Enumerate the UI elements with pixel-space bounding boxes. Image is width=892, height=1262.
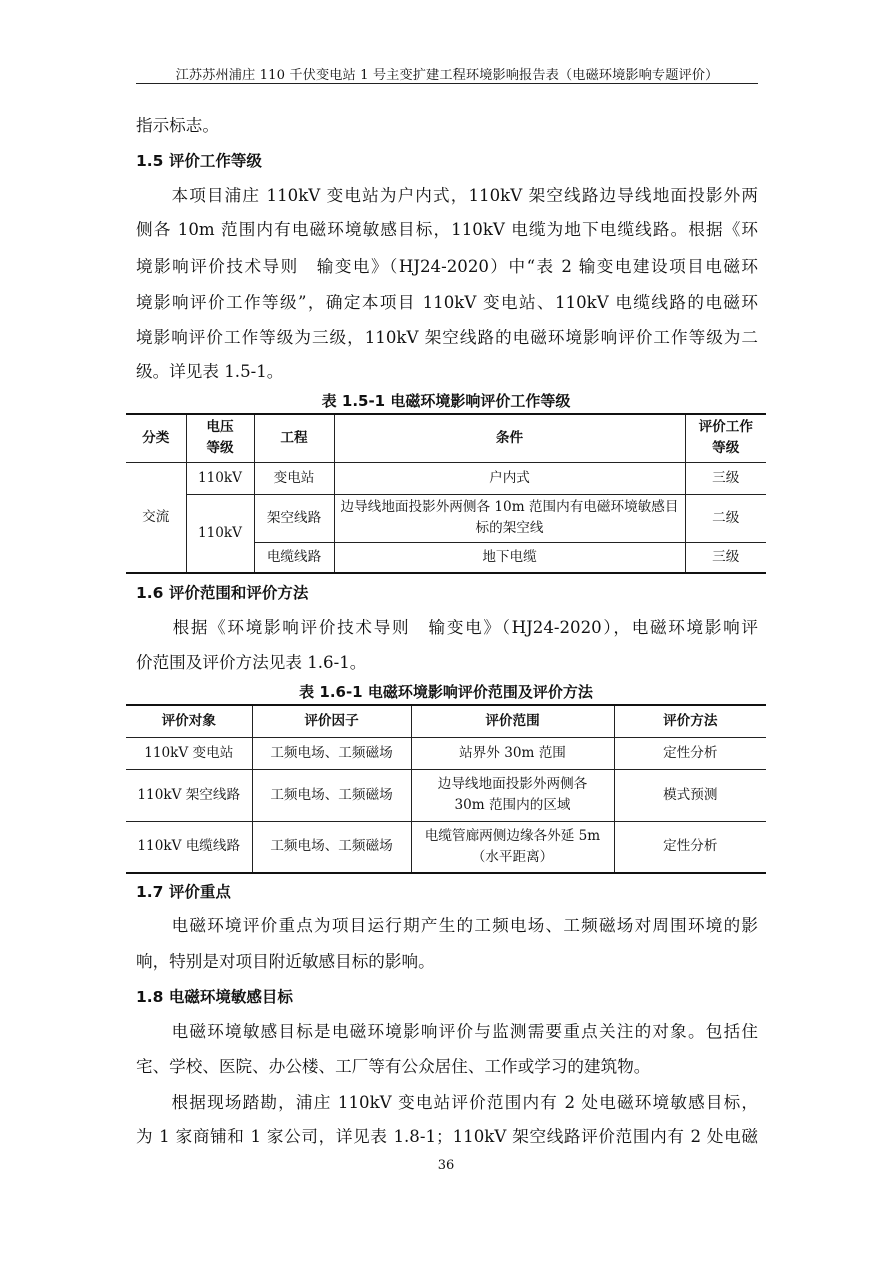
range-cell: 电缆管廊两侧边缘各外延 5m（水平距离） xyxy=(411,821,614,873)
paragraph-line: 境影响评价工作等级”，确定本项目 110kV 变电站、110kV 电缆线路的电磁环 xyxy=(136,293,758,312)
object-cell: 110kV 电缆线路 xyxy=(126,821,252,873)
paragraph-line: 价范围及评价方法见表 1.6-1。 xyxy=(136,653,367,672)
factor-cell: 工频电场、工频磁场 xyxy=(252,769,411,821)
table-1-5-1-caption: 表 1.5-1 电磁环境影响评价工作等级 xyxy=(321,392,571,410)
condition-cell: 户内式 xyxy=(334,462,685,494)
paragraph-line: 为 1 家商铺和 1 家公司，详见表 1.8-1；110kV 架空线路评价范围内有 2 处电磁 xyxy=(136,1127,758,1146)
header-voltage: 电压等级 xyxy=(186,414,254,462)
voltage-cell: 110kV xyxy=(186,462,254,494)
method-cell: 定性分析 xyxy=(614,737,766,769)
paragraph-line: 根据《环境影响评价技术导则 输变电》（HJ24-2020），电磁环境影响评 xyxy=(136,618,758,637)
project-cell: 变电站 xyxy=(254,462,334,494)
grade-cell: 三级 xyxy=(685,542,766,573)
paragraph-line: 电磁环境敏感目标是电磁环境影响评价与监测需要重点关注的对象。包括住 xyxy=(136,1022,758,1041)
header-rule xyxy=(136,83,758,84)
category-cell: 交流 xyxy=(126,462,186,573)
header-project: 工程 xyxy=(254,414,334,462)
grade-cell: 三级 xyxy=(685,462,766,494)
section-1-7-heading: 1.7 评价重点 xyxy=(136,883,231,901)
paragraph-line: 境影响评价技术导则 输变电》（HJ24-2020）中“表 2 输变电建设项目电磁环 xyxy=(136,257,758,276)
section-1-6-heading: 1.6 评价范围和评价方法 xyxy=(136,584,309,602)
table-1-6-1-caption: 表 1.6-1 电磁环境影响评价范围及评价方法 xyxy=(299,683,593,701)
factor-cell: 工频电场、工频磁场 xyxy=(252,821,411,873)
method-cell: 定性分析 xyxy=(614,821,766,873)
table-1-6-1 xyxy=(126,704,766,874)
paragraph-line: 本项目浦庄 110kV 变电站为户内式，110kV 架空线路边导线地面投影外两 xyxy=(136,186,758,205)
paragraph-line: 根据现场踏勘，浦庄 110kV 变电站评价范围内有 2 处电磁环境敏感目标， xyxy=(136,1093,758,1112)
header-factor: 评价因子 xyxy=(252,705,411,737)
object-cell: 110kV 架空线路 xyxy=(126,769,252,821)
grade-cell: 二级 xyxy=(685,494,766,542)
paragraph-line: 宅、学校、医院、办公楼、工厂等有公众居住、工作或学习的建筑物。 xyxy=(136,1057,651,1076)
project-cell: 电缆线路 xyxy=(254,542,334,573)
table-1-5-1 xyxy=(126,413,766,574)
page-number: 36 xyxy=(437,1158,455,1173)
condition-cell: 边导线地面投影外两侧各 10m 范围内有电磁环境敏感目标的架空线 xyxy=(334,494,685,542)
condition-cell: 地下电缆 xyxy=(334,542,685,573)
header-grade: 评价工作等级 xyxy=(685,414,766,462)
factor-cell: 工频电场、工频磁场 xyxy=(252,737,411,769)
voltage-cell: 110kV xyxy=(186,494,254,573)
header-method: 评价方法 xyxy=(614,705,766,737)
header-range: 评价范围 xyxy=(411,705,614,737)
paragraph-line: 境影响评价工作等级为三级，110kV 架空线路的电磁环境影响评价工作等级为二 xyxy=(136,328,758,347)
paragraph-line: 响，特别是对项目附近敏感目标的影响。 xyxy=(136,952,435,971)
header-condition: 条件 xyxy=(334,414,685,462)
paragraph-line: 侧各 10m 范围内有电磁环境敏感目标，110kV 电缆为地下电缆线路。根据《环 xyxy=(136,220,758,239)
paragraph-line: 级。详见表 1.5-1。 xyxy=(136,362,284,381)
page-header: 江苏苏州浦庄 110 千伏变电站 1 号主变扩建工程环境影响报告表（电磁环境影响专题评价） xyxy=(175,68,719,83)
section-1-5-heading: 1.5 评价工作等级 xyxy=(136,152,262,170)
object-cell: 110kV 变电站 xyxy=(126,737,252,769)
paragraph-line: 电磁环境评价重点为项目运行期产生的工频电场、工频磁场对周围环境的影 xyxy=(136,916,758,935)
section-1-8-heading: 1.8 电磁环境敏感目标 xyxy=(136,988,293,1006)
range-cell: 边导线地面投影外两侧各 30m 范围内的区域 xyxy=(411,769,614,821)
range-cell: 站界外 30m 范围 xyxy=(411,737,614,769)
intro-line: 指示标志。 xyxy=(136,116,219,135)
header-object: 评价对象 xyxy=(126,705,252,737)
method-cell: 模式预测 xyxy=(614,769,766,821)
project-cell: 架空线路 xyxy=(254,494,334,542)
header-category: 分类 xyxy=(126,414,186,462)
